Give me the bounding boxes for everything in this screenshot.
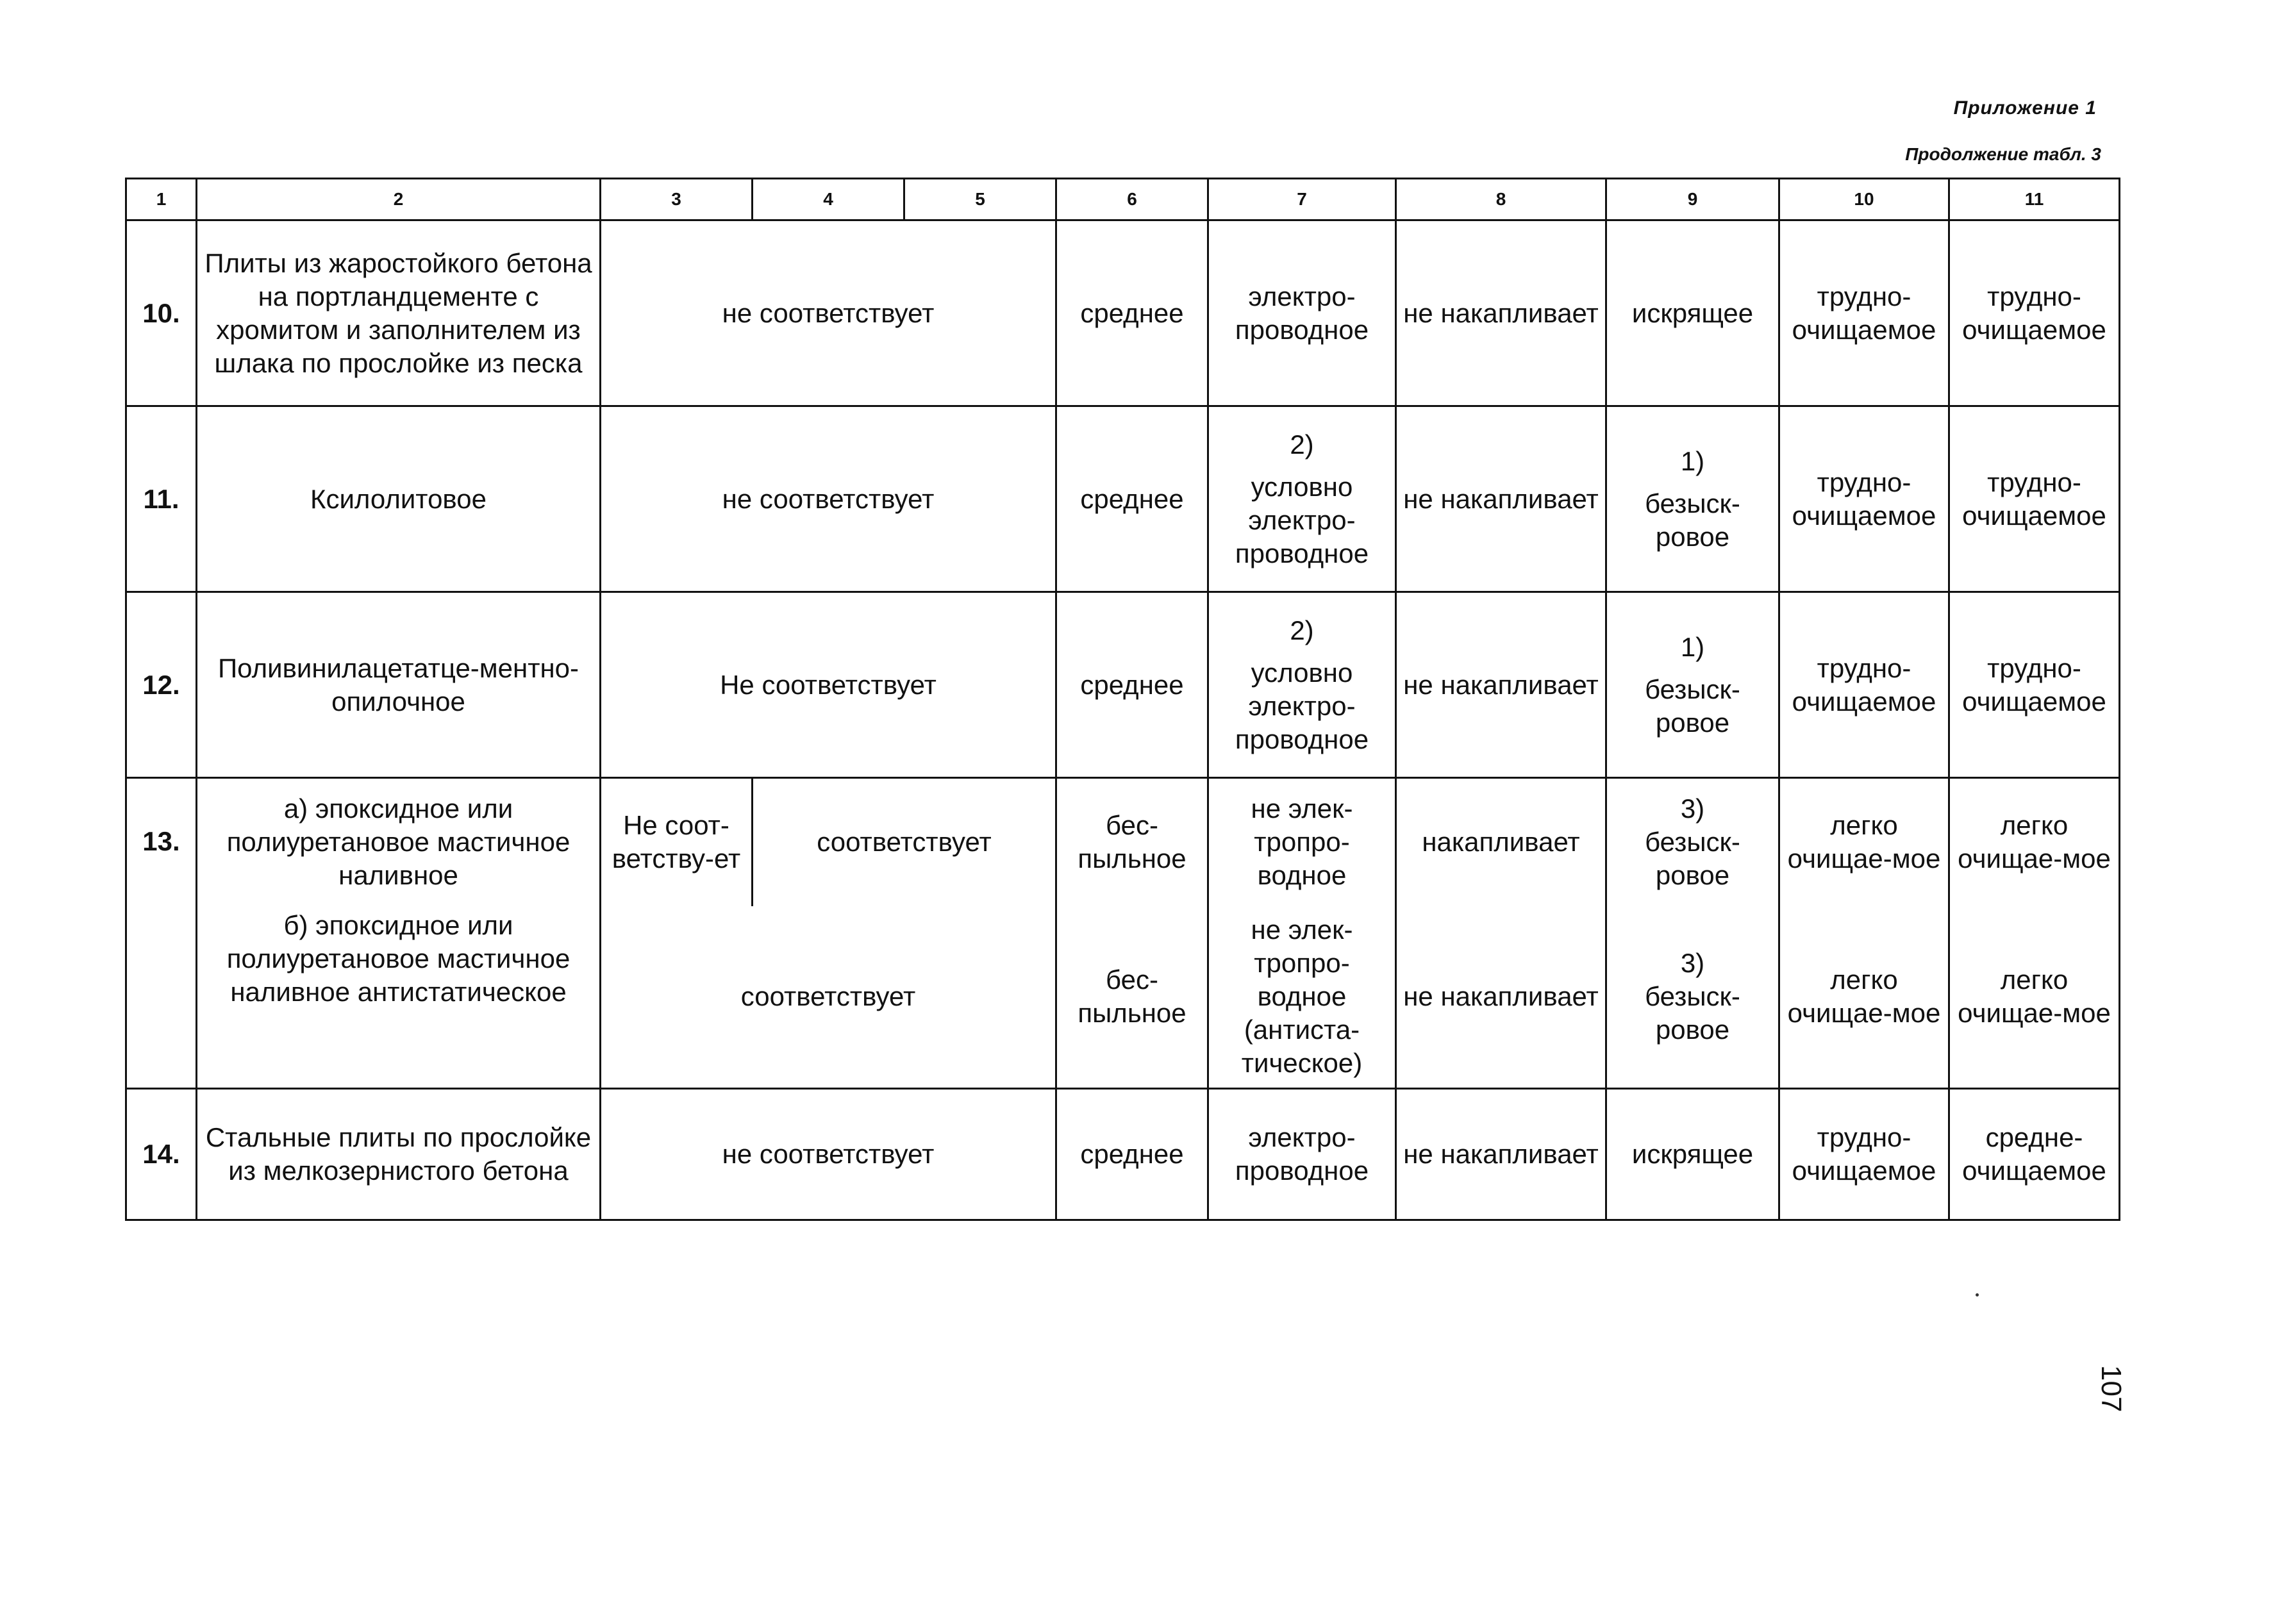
cell-clean-11: трудно-очищаемое [1949, 406, 2120, 592]
cell-compliance: соответствует [601, 906, 1056, 1089]
appendix-label: Приложение 1 [1953, 97, 2097, 119]
col-number: 3 [601, 179, 753, 220]
spark-text: безыск-ровое [1645, 488, 1740, 552]
footnote-marker: 2) [1290, 615, 1314, 645]
footnote-marker: 1) [1680, 445, 1705, 476]
cell-clean-11: трудно-очищаемое [1949, 220, 2120, 406]
material-name-a: а) эпоксидное или полиуретановое мастичное наливное [197, 778, 601, 906]
cell-compliance: не соответствует [601, 220, 1056, 406]
cell-conductivity: не элек-тропро-водное [1208, 778, 1396, 906]
table-row [126, 906, 2120, 1089]
row-number: 13. [126, 778, 197, 1089]
cell-conductivity [1208, 406, 1396, 592]
cell-conductivity [1208, 592, 1396, 778]
cell-compliance: не соответствует [601, 406, 1056, 592]
spark-text: безыск-ровое [1645, 981, 1740, 1045]
scan-speck [1976, 1293, 1979, 1297]
col-number: 5 [904, 179, 1056, 220]
material-name: Плиты из жаростойкого бетона на портландцементе с хромитом и заполнителем из шлака по прослойке из песка [197, 220, 601, 406]
col-number: 7 [1208, 179, 1396, 220]
spark-text: безыск-ровое [1645, 674, 1740, 738]
row-number: 11. [126, 406, 197, 592]
cell-dust: бес-пыльное [1056, 778, 1208, 906]
table-row [126, 406, 2120, 592]
table-continuation-label: Продолжение табл. 3 [1905, 144, 2101, 164]
col-number: 11 [1949, 179, 2120, 220]
cell-clean-11: легко очищае-мое [1949, 906, 2120, 1089]
material-name-b: б) эпоксидное или полиуретановое мастичное наливное антистатическое [197, 906, 601, 1089]
cell-compliance-3: Не соот-ветству-ет [601, 778, 753, 906]
footnote-marker: 3) [1680, 948, 1705, 979]
cell-spark [1606, 906, 1779, 1089]
col-number: 8 [1396, 179, 1606, 220]
cell-compliance: не соответствует [601, 1089, 1056, 1220]
cell-static: не накапливает [1396, 406, 1606, 592]
row-number: 14. [126, 1089, 197, 1220]
material-name: Ксилолитовое [197, 406, 601, 592]
cell-clean-10: трудно-очищаемое [1779, 220, 1949, 406]
footnote-marker: 1) [1680, 631, 1705, 662]
cell-conductivity: электро-проводное [1208, 220, 1396, 406]
cell-dust: среднее [1056, 220, 1208, 406]
row-number: 10. [126, 220, 197, 406]
cell-clean-10: трудно-очищаемое [1779, 592, 1949, 778]
cell-clean-10: трудно-очищаемое [1779, 406, 1949, 592]
cell-spark [1606, 592, 1779, 778]
cell-spark [1606, 406, 1779, 592]
cell-clean-10: легко очищае-мое [1779, 778, 1949, 906]
col-number: 1 [126, 179, 197, 220]
col-number: 4 [753, 179, 904, 220]
cell-static: накапливает [1396, 778, 1606, 906]
cell-spark: искрящее [1606, 1089, 1779, 1220]
column-number-row [126, 179, 2120, 220]
cell-static: не накапливает [1396, 220, 1606, 406]
cell-clean-11: легко очищае-мое [1949, 778, 2120, 906]
cell-static: не накапливает [1396, 1089, 1606, 1220]
cell-compliance: Не соответствует [601, 592, 1056, 778]
table-row [126, 220, 2120, 406]
cell-dust: среднее [1056, 406, 1208, 592]
cell-clean-10: легко очищае-мое [1779, 906, 1949, 1089]
material-name: Стальные плиты по прослойке из мелкозернистого бетона [197, 1089, 601, 1220]
footnote-marker: 3) [1680, 793, 1705, 824]
cell-static: не накапливает [1396, 592, 1606, 778]
conductivity-text: условно электро-проводное [1235, 657, 1369, 754]
cell-dust: среднее [1056, 592, 1208, 778]
cell-conductivity: электро-проводное [1208, 1089, 1396, 1220]
footnote-marker: 2) [1290, 429, 1314, 460]
material-name: Поливинилацетатце-ментно-опилочное [197, 592, 601, 778]
cell-spark: искрящее [1606, 220, 1779, 406]
spark-text: безыск-ровое [1645, 827, 1740, 891]
cell-spark [1606, 778, 1779, 906]
cell-compliance-45: соответствует [753, 778, 1056, 906]
cell-static: не накапливает [1396, 906, 1606, 1089]
cell-clean-11: трудно-очищаемое [1949, 592, 2120, 778]
page-number: 107 [2095, 1365, 2127, 1413]
cell-clean-10: трудно-очищаемое [1779, 1089, 1949, 1220]
cell-dust: бес-пыльное [1056, 906, 1208, 1089]
cell-dust: среднее [1056, 1089, 1208, 1220]
table-row [126, 592, 2120, 778]
col-number: 2 [197, 179, 601, 220]
table-row [126, 1089, 2120, 1220]
col-number: 9 [1606, 179, 1779, 220]
properties-table [125, 178, 2120, 1221]
conductivity-text: условно электро-проводное [1235, 471, 1369, 568]
row-number: 12. [126, 592, 197, 778]
table-row [126, 778, 2120, 906]
col-number: 10 [1779, 179, 1949, 220]
col-number: 6 [1056, 179, 1208, 220]
cell-conductivity: не элек-тропро-водное (антиста-тическое) [1208, 906, 1396, 1089]
cell-clean-11: средне-очищаемое [1949, 1089, 2120, 1220]
